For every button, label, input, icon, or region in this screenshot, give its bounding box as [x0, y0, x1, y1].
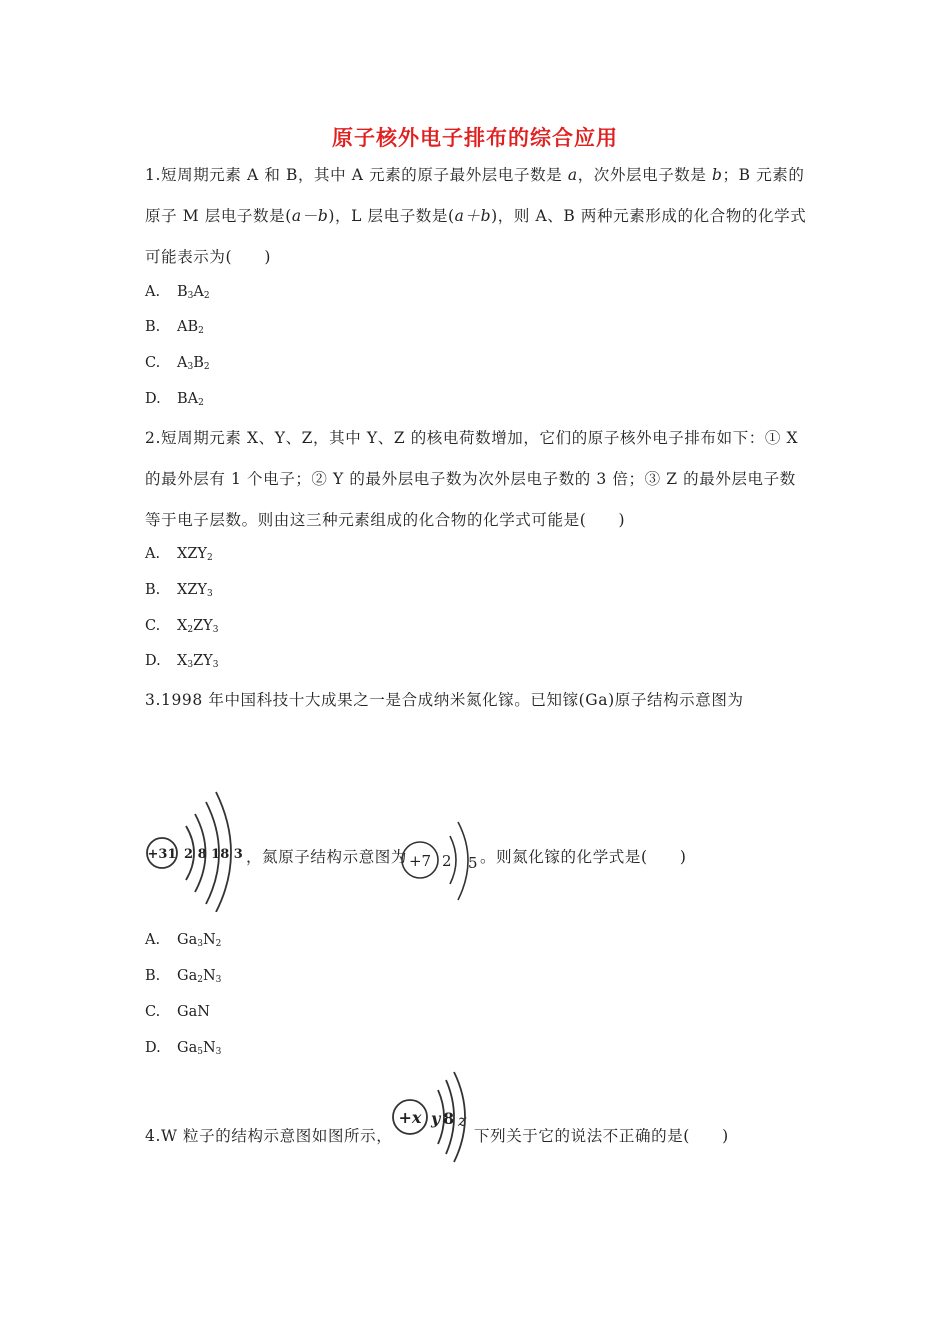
ga-atom-diagram	[140, 788, 250, 912]
q2-line-1: 2.短周期元素 X、Y、Z，其中 Y、Z 的核电荷数增加，它们的原子核外电子排布如下：① X	[145, 429, 799, 447]
q1-option-d[interactable]: D. $BA_2$	[145, 391, 204, 408]
q4-prefix-text: 4.W 粒子的结构示意图如图所示，	[145, 1127, 393, 1145]
ga-shell-electrons: 2 8 18 3	[184, 847, 243, 862]
q3-option-d[interactable]: D. $Ga_5N_3$	[145, 1040, 222, 1057]
n-atom-diagram	[398, 818, 480, 902]
q2-option-a[interactable]: A. $XZY_2$	[145, 546, 213, 563]
q2-line-2: 的最外层有 1 个电子；② Y 的最外层电子数为次外层电子数的 3 倍；③ Z 的最外层电子数	[145, 470, 796, 488]
page-title: 原子核外电子排布的综合应用	[332, 126, 618, 150]
q3-option-a[interactable]: A. $Ga_3N_2$	[145, 932, 222, 949]
q3-option-c[interactable]: C. GaN	[145, 1004, 210, 1020]
q3-end-text: 。则氮化镓的化学式是( )	[480, 848, 687, 866]
q1-line-3: 可能表示为( )	[145, 248, 271, 266]
w-particle-diagram	[388, 1070, 476, 1164]
n-shell-1-electrons: 2	[442, 852, 452, 870]
q1-option-b[interactable]: B. $AB_2$	[145, 319, 204, 336]
q3-line-1: 3.1998 年中国科技十大成果之一是合成纳米氮化镓。已知镓(Ga)原子结构示意图为	[145, 691, 744, 709]
q1-option-c[interactable]: C. $A_3B_2$	[145, 355, 210, 372]
q2-option-c[interactable]: C. $X_2ZY_3$	[145, 618, 219, 635]
n-shell-2-electrons: 5	[468, 854, 478, 872]
n-nucleus-charge: +7	[408, 852, 432, 870]
n-shell-arc-2	[458, 822, 468, 900]
q3-option-b[interactable]: B. $Ga_2N_3$	[145, 968, 222, 985]
ga-nucleus-charge: +31	[147, 847, 177, 862]
w-shell-2-electrons: 8	[443, 1109, 455, 1128]
q3-mid-text: ，氮原子结构示意图为	[246, 848, 408, 866]
w-shell-3-electrons: z	[458, 1111, 467, 1130]
q2-option-b[interactable]: B. $XZY_3$	[145, 582, 213, 599]
q2-line-3: 等于电子层数。则由这三种元素组成的化合物的化学式可能是( )	[145, 511, 626, 529]
q4-suffix-text: 下列关于它的说法不正确的是( )	[474, 1127, 729, 1145]
q2-option-d[interactable]: D. $X_3ZY_3$	[145, 653, 219, 670]
q1-option-a[interactable]: A. $B_3A_2$	[145, 284, 210, 301]
w-nucleus-charge: +x	[398, 1108, 422, 1127]
q1-line-1: 1.短周期元素 A 和 B，其中 A 元素的原子最外层电子数是 a，次外层电子数是 b；B 元素的	[145, 166, 805, 184]
q1-line-2: 原子 M 层电子数是(a－b)，L 层电子数是(a＋b)，则 A、B 两种元素形成的化合物的化学式	[145, 207, 807, 225]
w-shell-1-electrons: y	[431, 1109, 441, 1128]
